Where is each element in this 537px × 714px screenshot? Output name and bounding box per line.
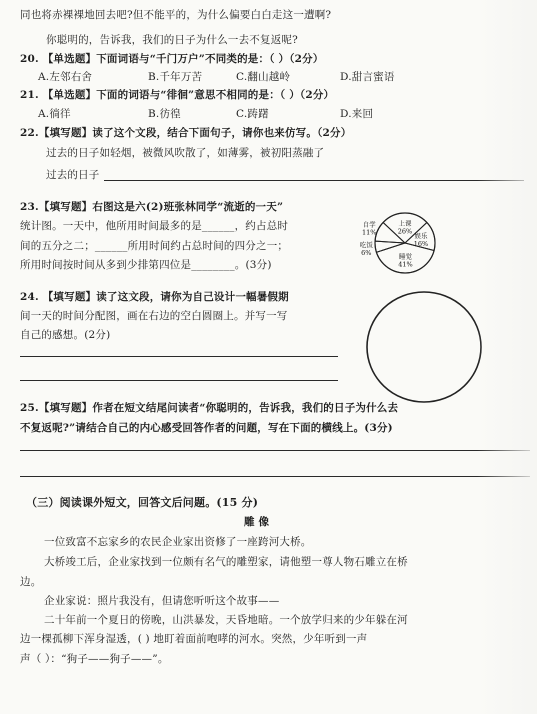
q20-option-c[interactable]: C.翻山越岭 bbox=[236, 71, 291, 83]
q25-answer-line[interactable] bbox=[20, 476, 530, 477]
q20-option-d[interactable]: D.甜言蜜语 bbox=[340, 71, 395, 83]
pie-label-name: 上课 bbox=[398, 219, 412, 228]
pie-label-name: 睡觉 bbox=[399, 252, 413, 261]
q22-answer-line[interactable] bbox=[104, 180, 524, 181]
q23-line: 统计图。一天中，他所用时间最多的是______，约占总时 bbox=[20, 220, 289, 232]
q20-option-b[interactable]: B.千年万苦 bbox=[148, 71, 203, 83]
pie-label-name: 娱乐 bbox=[414, 231, 428, 240]
story-paragraph: 边。 bbox=[20, 576, 42, 588]
q23-line: 间的五分之二；______所用时间约占总时间的四分之一； bbox=[20, 240, 289, 252]
q22-sentence: 过去的日子如轻烟，被微风吹散了，如薄雾，被初阳蒸融了 bbox=[46, 147, 325, 159]
pie-label-value: 26% bbox=[397, 227, 413, 236]
q25-line: 25.【填写题】作者在短文结尾问读者“你聪明的，告诉我，我们的日子为什么去 bbox=[20, 402, 399, 414]
section-heading: （三）阅读课外短文，回答文后问题。(15 分) bbox=[26, 496, 259, 509]
page-shadow bbox=[477, 0, 537, 714]
q23-line: 所用时间按时间从多到少排第四位是________。(3分) bbox=[20, 259, 272, 271]
story-paragraph: 一位致富不忘家乡的农民企业家出资修了一座跨河大桥。 bbox=[44, 536, 312, 548]
pie-label-value: 16% bbox=[413, 239, 429, 248]
q22-fill-prefix: 过去的日子 bbox=[46, 169, 100, 181]
pie-label-value: 41% bbox=[398, 260, 413, 269]
time-pie-chart bbox=[360, 198, 450, 288]
q21-option-d[interactable]: D.来回 bbox=[340, 108, 374, 120]
q21-option-a[interactable]: A.徜徉 bbox=[38, 108, 71, 120]
q24-answer-line[interactable] bbox=[20, 380, 338, 381]
story-title: 雕 像 bbox=[244, 516, 270, 528]
q22-prompt: 22.【填写题】读了这个文段，结合下面句子，请你也来仿写。（2分） bbox=[20, 127, 352, 139]
story-paragraph: 边一棵孤柳下浑身湿透，( ) 地盯着面前咆哮的河水。突然，少年听到一声 bbox=[20, 633, 368, 645]
pie-label-value: 6% bbox=[361, 248, 372, 257]
pie-label-name: 吃饭 bbox=[360, 240, 373, 249]
passage-line: 同也将赤裸裸地回去吧?但不能平的，为什么偏要白白走这一遭啊? bbox=[20, 9, 332, 21]
q25-answer-line[interactable] bbox=[20, 450, 530, 451]
pie-label-value: 11% bbox=[361, 228, 377, 237]
q21-option-b[interactable]: B.彷徨 bbox=[148, 108, 181, 120]
q21-option-c[interactable]: C.踌躇 bbox=[236, 108, 269, 120]
q24-line: 24. 【填写题】读了这文段，请你为自己设计一幅暑假期 bbox=[20, 291, 289, 303]
story-paragraph: 二十年前一个夏日的傍晚，山洪暴发，天昏地暗。一个放学归来的少年躲在河 bbox=[44, 614, 408, 626]
q24-line: 自己的感想。(2分) bbox=[20, 329, 111, 341]
story-paragraph: 企业家说：照片我没有，但请您听听这个故事—— bbox=[44, 595, 280, 607]
pie-label-name: 自学 bbox=[362, 220, 376, 229]
q21-prompt: 21. 【单选题】下面的词语与“徘徊”意思不相同的是：（ ）（2分） bbox=[20, 89, 335, 101]
q20-option-a[interactable]: A.左邻右舍 bbox=[38, 71, 93, 83]
blank-circle[interactable] bbox=[364, 290, 484, 404]
q25-line: 不复返呢?”请结合自己的内心感受回答作者的问题，写在下面的横线上。(3分) bbox=[20, 422, 393, 434]
story-paragraph: 大桥竣工后，企业家找到一位颇有名气的雕塑家，请他塑一尊人物石雕立在桥 bbox=[44, 556, 408, 568]
q23-line: 23.【填写题】右图这是六(2)班张林同学“流逝的一天” bbox=[20, 201, 284, 213]
passage-line: 你聪明的，告诉我，我们的日子为什么一去不复返呢? bbox=[46, 34, 298, 46]
story-paragraph: 声（ ）：“狗子——狗子——”。 bbox=[20, 653, 169, 665]
q24-answer-line[interactable] bbox=[20, 356, 338, 357]
q24-line: 间一天的时间分配图，画在右边的空白圆圈上。并写一写 bbox=[20, 310, 288, 322]
q20-prompt: 20. 【单选题】下面词语与“千门万户”不同类的是：（ ）（2分） bbox=[20, 53, 324, 65]
